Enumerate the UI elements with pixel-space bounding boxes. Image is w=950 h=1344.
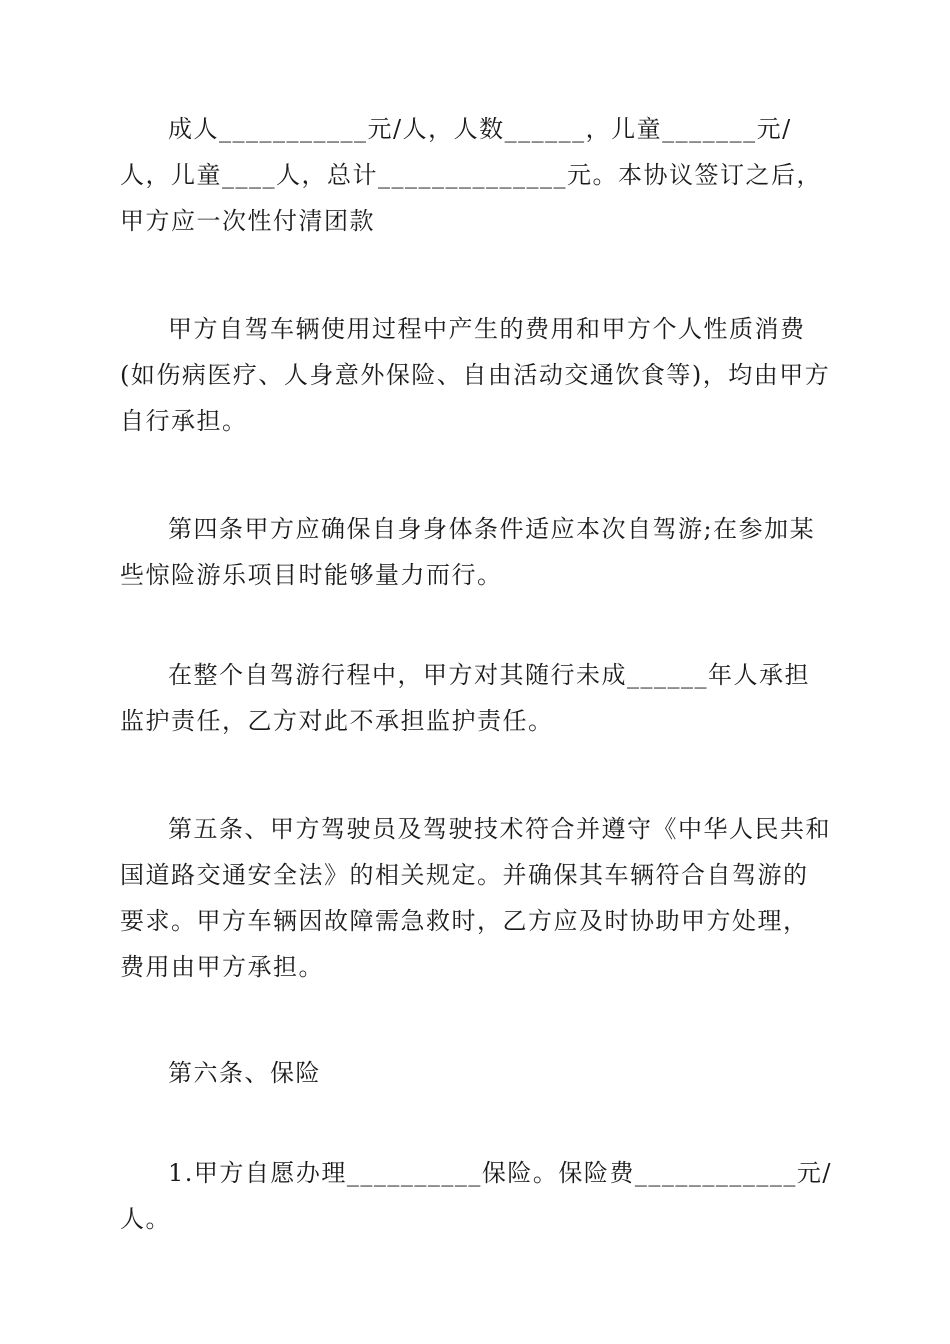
paragraph-group-fee: 成人___________元/人，人数______，儿童_______元/人，儿童____人，总计______________元。本协议签订之后，甲方应一次性付清团款 xyxy=(120,115,822,235)
paragraph-article-6-heading: 第六条、保险 xyxy=(168,1059,321,1087)
paragraph-insurance-item-1: 1.甲方自愿办理__________保险。保险费____________元/人。 xyxy=(120,1159,832,1233)
paragraph-article-4: 第四条甲方应确保自身身体条件适应本次自驾游;在参加某些惊险游乐项目时能够量力而行。 xyxy=(120,515,816,589)
paragraph-self-expenses: 甲方自驾车辆使用过程中产生的费用和甲方个人性质消费(如伤病医疗、人身意外保险、自由活动交通饮食等)，均由甲方自行承担。 xyxy=(120,315,831,435)
paragraph-guardianship: 在整个自驾游行程中，甲方对其随行未成______年人承担监护责任，乙方对此不承担监护责任。 xyxy=(120,661,810,735)
paragraph-article-5: 第五条、甲方驾驶员及驾驶技术符合并遵守《中华人民共和国道路交通安全法》的相关规定。并确保其车辆符合自驾游的要求。甲方车辆因故障需急救时，乙方应及时协助甲方处理，费用由甲方承担。 xyxy=(120,815,831,981)
